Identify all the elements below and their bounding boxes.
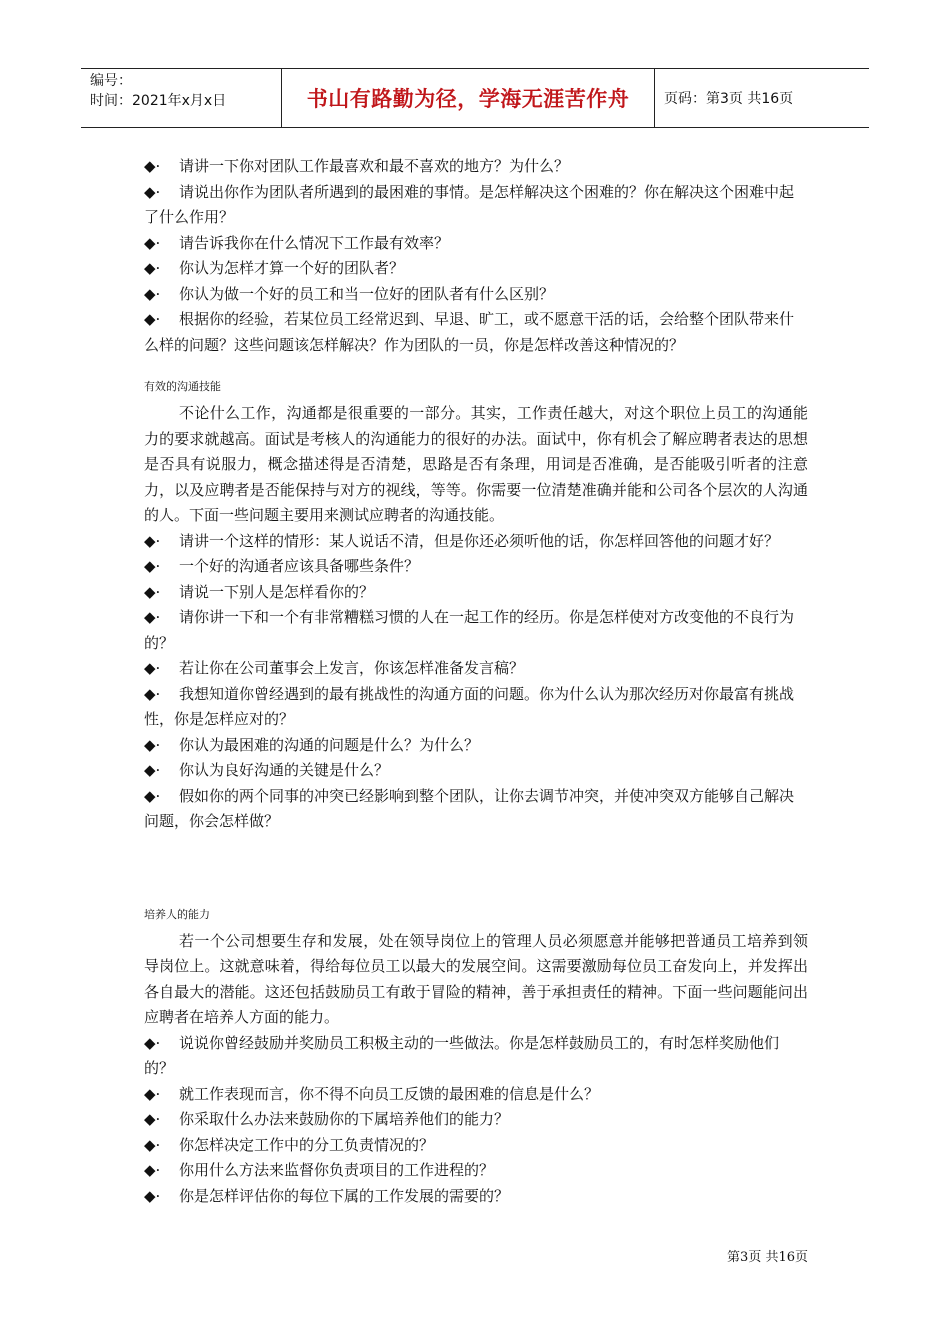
bullet-diamond-icon: ◆· [144, 310, 161, 328]
bullet-diamond-icon: ◆· [144, 1135, 161, 1154]
bullet-diamond-icon: ◆· [144, 684, 161, 703]
question-item [144, 605, 808, 656]
development-question-list [144, 1031, 808, 1210]
question-text: 就工作表现而言，你不得不向员工反馈的最困难的信息是什么？ [179, 1084, 600, 1103]
bullet-diamond-icon: ◆· [144, 1110, 161, 1128]
question-text: 你认为良好沟通的关键是什么？ [179, 761, 390, 779]
question-item [144, 180, 808, 231]
question-text: 我想知道你曾经遇到的最有挑战性的沟通方面的问题。你为什么认为那次经历对你最富有挑战性，你是怎样应对的？ [144, 684, 795, 728]
question-item [144, 656, 808, 682]
bullet-diamond-icon: ◆· [144, 233, 161, 252]
question-text: 你怎样决定工作中的分工负责情况的？ [179, 1135, 435, 1154]
question-item [144, 307, 808, 358]
bullet-diamond-icon: ◆· [144, 1186, 161, 1205]
header-motto: 书山有路勤为径，学海无涯苦作舟 [282, 69, 655, 127]
page-footer: 第3页 共16页 [727, 1250, 808, 1265]
bullet-diamond-icon: ◆· [144, 1084, 161, 1103]
document-date: 时间：2021年x月x日 [90, 93, 227, 109]
question-text: 你采取什么办法来鼓励你的下属培养他们的能力？ [179, 1110, 510, 1128]
bullet-diamond-icon: ◆· [144, 157, 161, 175]
page-header [81, 68, 869, 128]
question-text: 根据你的经验，若某位员工经常迟到、早退、旷工，或不愿意干活的话，会给整个团队带来什么样的问题？这些问题该怎样解决？作为团队的一员，你是怎样改善这种情况的？ [144, 310, 795, 354]
bullet-diamond-icon: ◆· [144, 1161, 161, 1179]
question-item [144, 784, 808, 835]
bullet-diamond-icon: ◆· [144, 284, 161, 303]
bullet-diamond-icon: ◆· [144, 182, 161, 201]
bullet-diamond-icon: ◆· [144, 735, 161, 754]
document-body [144, 154, 808, 1209]
bullet-diamond-icon: ◆· [144, 761, 161, 779]
question-text: 请讲一个这样的情形：某人说话不清，但是你还必须听他的话，你怎样回答他的问题才好？ [179, 531, 780, 550]
question-item [144, 554, 808, 580]
question-text: 你是怎样评估你的每位下属的工作发展的需要的？ [179, 1186, 510, 1205]
bullet-diamond-icon: ◆· [144, 659, 161, 677]
question-text: 请你讲一下和一个有非常糟糕习惯的人在一起工作的经历。你是怎样使对方改变他的不良行为的？ [144, 608, 795, 652]
question-item [144, 580, 808, 606]
question-item [144, 231, 808, 257]
question-text: 说说你曾经鼓励并奖励员工积极主动的一些做法。你是怎样鼓励员工的，有时怎样奖励他们的？ [144, 1033, 780, 1077]
question-text: 假如你的两个同事的冲突已经影响到整个团队，让你去调节冲突，并使冲突双方能够自己解决问题，你会怎样做？ [144, 786, 795, 830]
bullet-diamond-icon: ◆· [144, 531, 161, 550]
question-text: 一个好的沟通者应该具备哪些条件？ [179, 557, 420, 575]
question-item [144, 282, 808, 308]
question-text: 你认为怎样才算一个好的团队者？ [179, 259, 405, 277]
communication-intro-paragraph: 不论什么工作，沟通都是很重要的一部分。其实，工作责任越大，对这个职位上员工的沟通能力的要求就越高。面试是考核人的沟通能力的很好的办法。面试中，你有机会了解应聘者表达的思想是否具有说服力，概念描述得是否清楚，思路是否有条理，用词是否准确，是否能吸引听者的注意力，以及应聘者是否能保持与对方的视线，等等。你需要一位清楚准确并能和公司各个层次的人沟通的人。下面一些问题主要用来测试应聘者的沟通技能。 [144, 404, 808, 524]
header-page-info: 页码：第3页 共16页 [664, 91, 794, 107]
teamwork-question-list [144, 154, 808, 358]
question-item [144, 1031, 808, 1082]
question-item [144, 682, 808, 733]
bullet-diamond-icon: ◆· [144, 557, 161, 575]
question-text: 请说出你作为团队者所遇到的最困难的事情。是怎样解决这个困难的？你在解决这个困难中起了什么作用？ [144, 182, 795, 226]
bullet-diamond-icon: ◆· [144, 786, 161, 805]
question-text: 请说一下别人是怎样看你的？ [179, 582, 375, 601]
question-text: 若让你在公司董事会上发言，你该怎样准备发言稿？ [179, 659, 525, 677]
question-text: 你认为最困难的沟通的问题是什么？为什么？ [179, 735, 480, 754]
question-item [144, 1158, 808, 1184]
section-heading-development: 培养人的能力 [144, 907, 210, 921]
question-text: 你认为做一个好的员工和当一位好的团队者有什么区别？ [179, 284, 555, 303]
bullet-diamond-icon: ◆· [144, 1033, 161, 1052]
question-item [144, 256, 808, 282]
header-meta-cell [81, 69, 282, 127]
bullet-diamond-icon: ◆· [144, 259, 161, 277]
question-text: 你用什么方法来监督你负责项目的工作进程的？ [179, 1161, 495, 1179]
development-intro-paragraph: 若一个公司想要生存和发展，处在领导岗位上的管理人员必须愿意并能够把普通员工培养到领导岗位上。这就意味着，得给每位员工以最大的发展空间。这需要激励每位员工奋发向上，并发挥出各自最大的潜能。这还包括鼓励员工有敢于冒险的精神，善于承担责任的精神。下面一些问题能问出应聘者在培养人方面的能力。 [144, 931, 808, 1026]
question-item [144, 733, 808, 759]
bullet-diamond-icon: ◆· [144, 582, 161, 601]
question-text: 请告诉我你在什么情况下工作最有效率？ [179, 233, 450, 252]
bullet-diamond-icon: ◆· [144, 608, 161, 626]
question-item [144, 1133, 808, 1159]
question-item [144, 1082, 808, 1108]
question-item [144, 1184, 808, 1210]
communication-question-list [144, 529, 808, 835]
document-number-label: 编号： [90, 73, 132, 89]
section-heading-communication: 有效的沟通技能 [144, 380, 221, 393]
question-text: 请讲一下你对团队工作最喜欢和最不喜欢的地方？为什么？ [179, 157, 570, 175]
question-item [144, 154, 808, 180]
question-item [144, 529, 808, 555]
question-item [144, 1107, 808, 1133]
question-item [144, 758, 808, 784]
